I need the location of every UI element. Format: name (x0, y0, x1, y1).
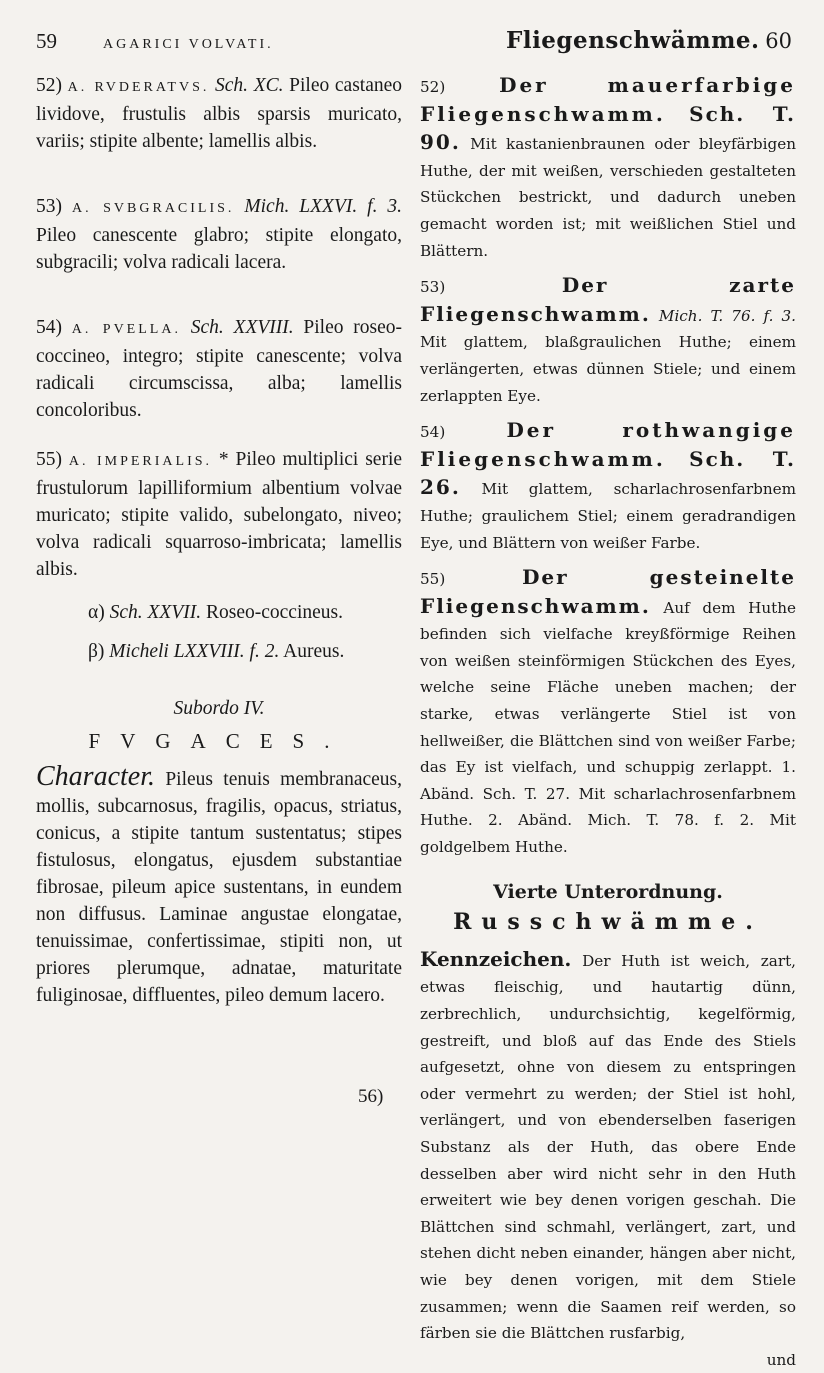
entry-number: 54) (36, 317, 62, 338)
description: Mit kastanienbraunen oder bleyfärbigen Huthe, der mit weißen, verschieden gestalteten Stückchen bestrickt, und dadurch uneben gemacht worden ist; mit weißlichen Stiel und Blättern. (420, 135, 796, 260)
species-name: A. IMPERIALIS. (68, 454, 213, 469)
group-heading: FVGACES. (88, 729, 350, 753)
kennzeichen-section (420, 946, 796, 1373)
species-name: Der mauerfarbige Fliegenschwamm. (420, 73, 796, 126)
variety-text: Roseo-coccineus. (205, 602, 343, 623)
species-name: Der rothwangige Fliegenschwamm. (420, 418, 797, 471)
left-header (36, 28, 402, 64)
group-heading-german: Russchwämme. (453, 909, 763, 936)
description: Mit glattem, blaßgraulichen Huthe; einem verlängerten, etwas dünnen Stiele; und einem zerlappten Eye. (420, 333, 796, 405)
page-title: Fliegenschwämme. (506, 27, 760, 54)
german-entry-55 (420, 564, 796, 861)
kennzeichen-label: Kennzeichen. (420, 946, 572, 971)
reference: Sch. XXVII. (109, 602, 202, 623)
description: Pileo roseo-coccineo, integro; stipite canescente; volva radicali circumscissa, alba; lamellis concoloribus. (36, 317, 403, 421)
page-number-right: 60 (765, 29, 792, 53)
entry-number: 55) (36, 449, 62, 470)
reference: Sch. T. 90. (420, 101, 796, 155)
right-header (420, 28, 796, 64)
german-entry-54 (420, 417, 796, 556)
species-name: Der gesteinelte Fliegenschwamm. (420, 565, 796, 618)
german-entry-52 (420, 72, 796, 264)
variety-beta (88, 638, 402, 665)
reference: Sch. T. 26. (420, 446, 796, 500)
variety-text: Aureus. (283, 641, 345, 662)
reference: Sch. XXVIII. (190, 317, 294, 338)
description: Pileo castaneo lividove, frustulis albis sparsis muricato, variis; stipite albente; lamellis albis. (36, 75, 403, 152)
german-column (420, 28, 796, 1373)
species-name: A. RVDERATVS. (67, 80, 210, 95)
species-name: A. SVBGRACILIS. (71, 201, 235, 216)
latin-entry-54 (36, 314, 402, 424)
unterordnung-heading: Vierte Unterordnung. (493, 880, 723, 903)
description: Mit glattem, scharlachrosenfarbnem Huthe; graulichem Stiel; einem geradrandigen Eye, und Blättern von weißer Farbe. (420, 480, 796, 552)
character-text: Pileus tenuis membranaceus, mollis, subcarnosus, fragilis, opacus, striatus, conicus, a stipite tantum sustentatus; stipes fistulosus, elongatus, ejusdem substantiae fibrosae, pileum apice sustentans, in eundem non diffusus. Laminae angustae elongatae, tenuissimae, confertissimae, stipiti non, ut priores plerumque, adnatae, maturitate fuliginosae, diffluentes, pileo demum lacero. (36, 769, 402, 1006)
reference: Mich. T. 76. f. 3. (658, 306, 796, 325)
kennzeichen-text: Der Huth ist weich, zart, etwas fleischig, und hautartig dünn, zerbrechlich, undurchsichtig, kegelförmig, gestreift, und bloß auf das Ende des Stiels aufgesetzt, ohne von diesem zu entspringen oder vermehrt zu werden; der Stiel ist hohl, verlängert, und von ebenderselben faserigen Substanz als der Huth, das obere Ende desselben aber wird nicht sehr in den Huth erweitert wie bey denen vorigen geschah. Die Blättchen sind schmahl, verlängert, zart, und stehen dicht neben einander, hängen aber nicht, wie bey denen vorigen, mit dem Stiele zusammen; wenn die Saamen reif werden, so färben sie die Blättchen rusfarbig, (420, 951, 797, 1343)
description: Pileo multiplici serie frustulorum lapilliformium albentium volvae muricato; stipite valido, subelongato, niveo; volva radicali squarroso-imbricata; lamellis albis. (36, 449, 403, 580)
species-name: A. PVELLA. (71, 322, 181, 337)
species-name: Der zarte Fliegenschwamm. (420, 273, 797, 326)
character-label: Character. (36, 761, 155, 792)
reference: Sch. XC. (215, 75, 284, 96)
reference: Mich. LXXVI. f. 3. (244, 196, 403, 217)
entry-number: 55) (420, 570, 446, 589)
latin-entry-52 (36, 72, 402, 155)
entry-number: 53) (420, 278, 446, 297)
reference: Micheli LXXVIII. f. 2. (109, 641, 280, 662)
latin-entry-53 (36, 193, 402, 276)
character-section (36, 763, 402, 1009)
variety-mark: α) (88, 602, 105, 623)
page-number-left: 59 (36, 29, 57, 53)
variety-mark: β) (88, 641, 105, 662)
german-entry-53 (420, 272, 796, 409)
next-entry-number: 56) (358, 1086, 384, 1107)
entry-number: 54) (420, 423, 446, 442)
description: Pileo canescente glabro; stipite elongato, subgracili; volva radicali lacera. (36, 225, 402, 273)
description: Auf dem Huthe befinden sich vielfache kreyßförmige Reihen von weißen steinförmigen Stückchen des Eyes, welche seine Fläche uneben machen; der starke, etwas verlängerte Stiel ist von hellweißer, die Blättchen sind von weißer Farbe; das Ey ist vielfach, und schuppig zerlappt. 1. Abänd. Sch. T. 27. Mit scharlachrosenfarbnem Huthe. 2. Abänd. Mich. T. 78. f. 2. Mit goldgelbem Huthe. (420, 598, 796, 857)
entry-number: 52) (36, 75, 62, 96)
asterisk: * (218, 449, 229, 470)
entry-number: 52) (420, 78, 446, 96)
latin-entry-55 (36, 446, 402, 583)
entry-number: 53) (36, 196, 62, 217)
variety-alpha (88, 599, 402, 626)
running-head: AGARICI VOLVATI. (103, 37, 274, 52)
subordo-heading: Subordo IV. (173, 698, 265, 719)
latin-column (36, 28, 402, 1009)
catchword: und (766, 1350, 796, 1369)
